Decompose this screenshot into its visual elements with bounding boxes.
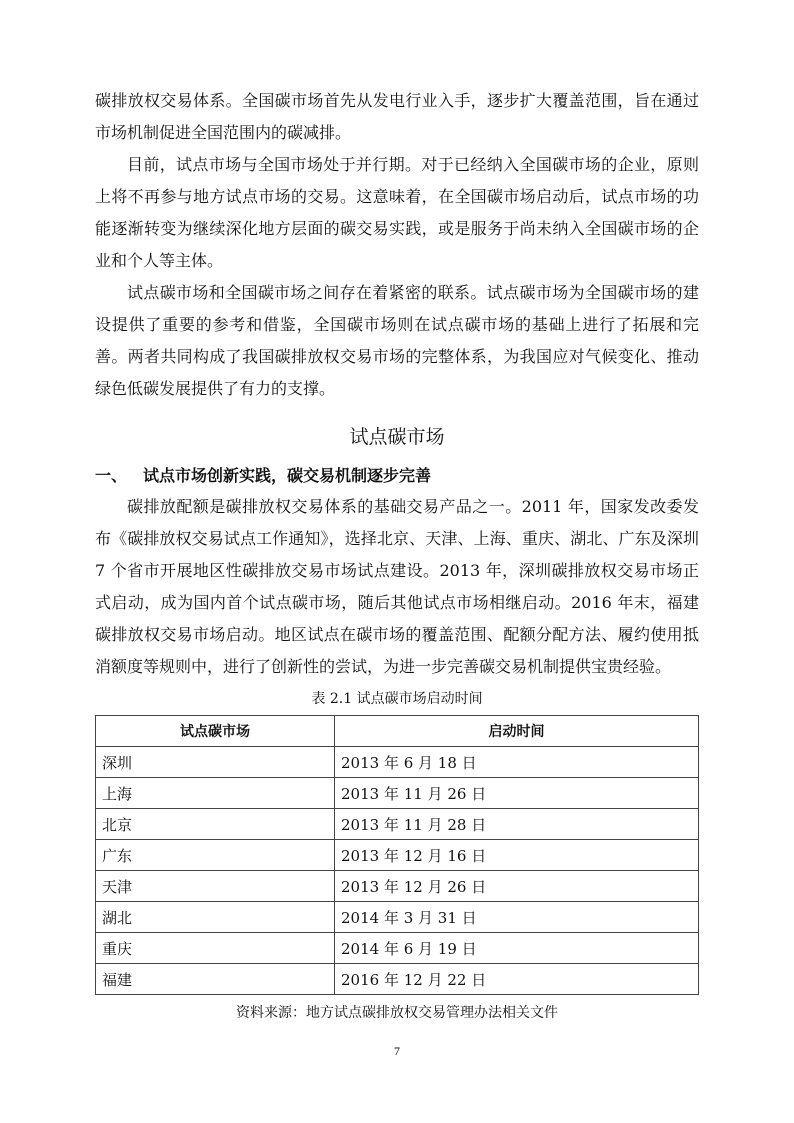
market-cell: 上海 (96, 778, 335, 809)
table-row (96, 964, 699, 995)
sub-heading-number: 一、 (95, 466, 128, 485)
date-cell: 2016 年 12 月 22 日 (335, 964, 699, 995)
pilot-market-table (95, 715, 699, 995)
table-row (96, 840, 699, 871)
table-row (96, 747, 699, 778)
table-caption: 表 2.1 试点碳市场启动时间 (311, 691, 483, 707)
table-header-row (96, 716, 699, 747)
table-row (96, 871, 699, 902)
sub-heading (95, 461, 699, 491)
paragraph-pilot-history: 碳排放配额是碳排放权交易体系的基础交易产品之一。2011 年，国家发改委发布《碳排放权交易试点工作通知》，选择北京、天津、上海、重庆、湖北、广东及深圳 7 个省市开展地区性碳排放交易市场试点建设。2013 年，深圳碳排放权交易市场正式启动，成为国内首个试点碳市场，随后其他试点市场相继启动。2016 年末，福建碳排放权交易市场启动。地区试点在碳市场的覆盖范围、配额分配方法、履约使用抵消额度等规则中，进行了创新性的尝试，为进一步完善碳交易机制提供宝贵经验。 (95, 497, 699, 676)
market-cell: 天津 (96, 871, 335, 902)
sub-heading-text: 试点市场创新实践，碳交易机制逐步完善 (143, 466, 432, 485)
date-cell: 2014 年 6 月 19 日 (335, 933, 699, 964)
paragraph-relationship: 试点碳市场和全国碳市场之间存在着紧密的联系。试点碳市场为全国碳市场的建设提供了重要的参考和借鉴，全国碳市场则在试点碳市场的基础上进行了拓展和完善。两者共同构成了我国碳排放权交易市场的完整体系，为我国应对气候变化、推动绿色低碳发展提供了有力的支撑。 (95, 283, 699, 398)
market-cell: 湖北 (96, 902, 335, 933)
market-cell: 北京 (96, 809, 335, 840)
column-header-market: 试点碳市场 (96, 716, 335, 747)
document-body (95, 85, 699, 1023)
market-cell: 深圳 (96, 747, 335, 778)
table-source-note: 资料来源：地方试点碳排放权交易管理办法相关文件 (236, 1005, 558, 1021)
table-row (96, 809, 699, 840)
date-cell: 2013 年 11 月 28 日 (335, 809, 699, 840)
market-cell: 福建 (96, 964, 335, 995)
table-row (96, 778, 699, 809)
paragraph-current-status: 目前，试点市场与全国市场处于并行期。对于已经纳入全国碳市场的企业，原则上将不再参与地方试点市场的交易。这意味着，在全国碳市场启动后，试点市场的功能逐渐转变为继续深化地方层面的碳交易实践，或是服务于尚未纳入全国碳市场的企业和个人等主体。 (95, 155, 699, 270)
market-cell: 重庆 (96, 933, 335, 964)
date-cell: 2014 年 3 月 31 日 (335, 902, 699, 933)
date-cell: 2013 年 12 月 16 日 (335, 840, 699, 871)
column-header-launch-date: 启动时间 (335, 716, 699, 747)
market-cell: 广东 (96, 840, 335, 871)
date-cell: 2013 年 11 月 26 日 (335, 778, 699, 809)
paragraph-continuation: 碳排放权交易体系。全国碳市场首先从发电行业入手，逐步扩大覆盖范围，旨在通过市场机制促进全国范围内的碳减排。 (95, 91, 699, 142)
table-row (96, 933, 699, 964)
page-number: 7 (394, 1044, 400, 1058)
date-cell: 2013 年 12 月 26 日 (335, 871, 699, 902)
table-row (96, 902, 699, 933)
section-title: 试点碳市场 (349, 426, 445, 448)
date-cell: 2013 年 6 月 18 日 (335, 747, 699, 778)
